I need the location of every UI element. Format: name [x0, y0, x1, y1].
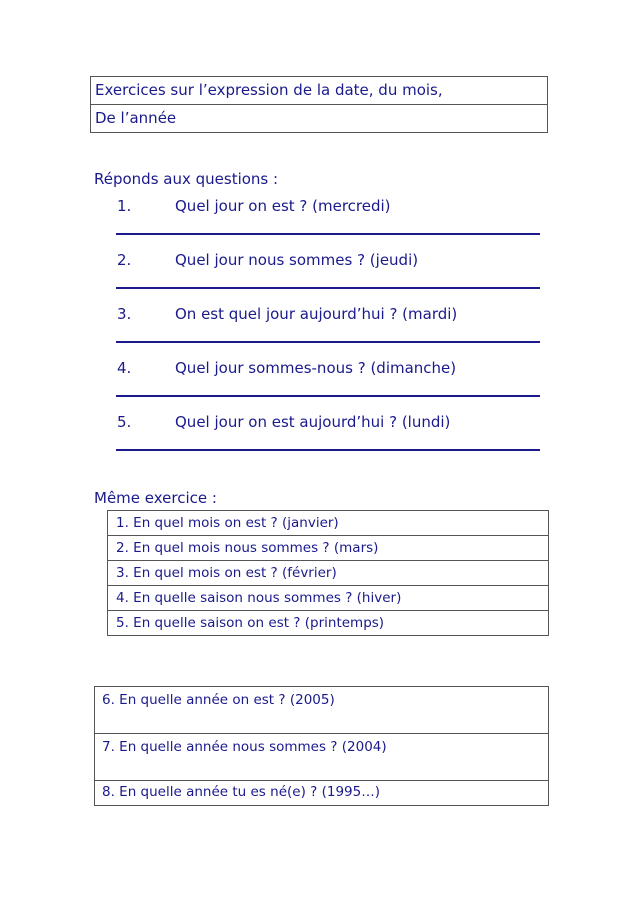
question-text: Quel jour sommes-nous ? (dimanche): [175, 359, 457, 377]
table-row[interactable]: 7. En quelle année nous sommes ? (2004): [95, 734, 548, 781]
question-text: Quel jour on est aujourd’hui ? (lundi): [175, 413, 451, 431]
table-row[interactable]: 6. En quelle année on est ? (2005): [95, 687, 548, 734]
question-5: [117, 413, 450, 431]
question-text: Quel jour on est ? (mercredi): [175, 197, 391, 215]
title-line-1: Exercices sur l’expression de la date, du mois,: [95, 81, 443, 99]
section-2-title: Même exercice :: [94, 489, 217, 507]
title-line-2: De l’année: [91, 104, 547, 132]
year-table: [94, 686, 549, 806]
answer-line-3[interactable]: [116, 341, 540, 343]
answer-line-4[interactable]: [116, 395, 540, 397]
question-3: [117, 305, 457, 323]
question-number: 4.: [117, 359, 132, 377]
table-row[interactable]: 4. En quelle saison nous sommes ? (hiver): [108, 586, 548, 611]
question-number: 3.: [117, 305, 132, 323]
answer-line-1[interactable]: [116, 233, 540, 235]
table-row[interactable]: 5. En quelle saison on est ? (printemps): [108, 611, 548, 636]
question-4: [117, 359, 456, 377]
month-season-table: [107, 510, 549, 636]
table-row[interactable]: 3. En quel mois on est ? (février): [108, 561, 548, 586]
question-number: 1.: [117, 197, 132, 215]
question-text: On est quel jour aujourd’hui ? (mardi): [175, 305, 458, 323]
question-2: [117, 251, 418, 269]
section-1-title: Réponds aux questions :: [94, 170, 279, 188]
table-row[interactable]: 8. En quelle année tu es né(e) ? (1995…): [102, 784, 380, 800]
answer-line-2[interactable]: [116, 287, 540, 289]
title-box: [90, 76, 548, 133]
answer-line-5[interactable]: [116, 449, 540, 451]
question-number: 2.: [117, 251, 132, 269]
table-row[interactable]: 1. En quel mois on est ? (janvier): [108, 511, 548, 536]
question-1: [117, 197, 391, 215]
question-text: Quel jour nous sommes ? (jeudi): [175, 251, 419, 269]
table-row[interactable]: 2. En quel mois nous sommes ? (mars): [108, 536, 548, 561]
question-number: 5.: [117, 413, 132, 431]
